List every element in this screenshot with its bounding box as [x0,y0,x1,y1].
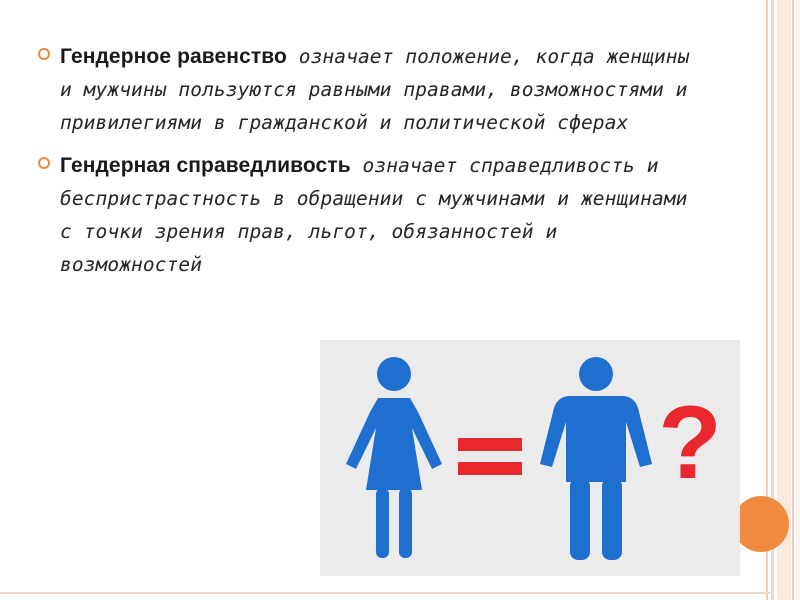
bullet-circle-icon [38,48,50,60]
bullet-item-gender-equality [36,40,696,139]
bullet-list [36,40,696,291]
term-label: Гендерное равенство [60,45,287,68]
bottom-border [0,592,770,594]
definition-text: означает справедливость и беспристрастность в обращении с мужчинами и женщинами с точки зрения прав, льгот, обязанностей и возможностей [60,154,688,276]
woman-figure-icon [346,357,442,558]
term-label: Гендерная справедливость [60,154,351,177]
svg-text:?: ? [658,385,722,501]
man-figure-icon [540,357,652,560]
definition-text: означает положение, когда женщины и мужчины пользуются равными правами, возможностями и привилегиями в гражданской и политической сферах [60,45,690,134]
equals-sign-icon [458,438,522,475]
bullet-text [60,40,696,139]
decorative-stripe [792,0,794,600]
bullet-item-gender-justice [36,149,696,281]
bullet-text [60,149,696,281]
orange-circle-decoration [733,496,789,552]
bullet-circle-icon [38,157,50,169]
question-mark-icon [658,385,722,501]
decorative-stripe [796,0,800,600]
gender-equality-picture [320,340,740,576]
